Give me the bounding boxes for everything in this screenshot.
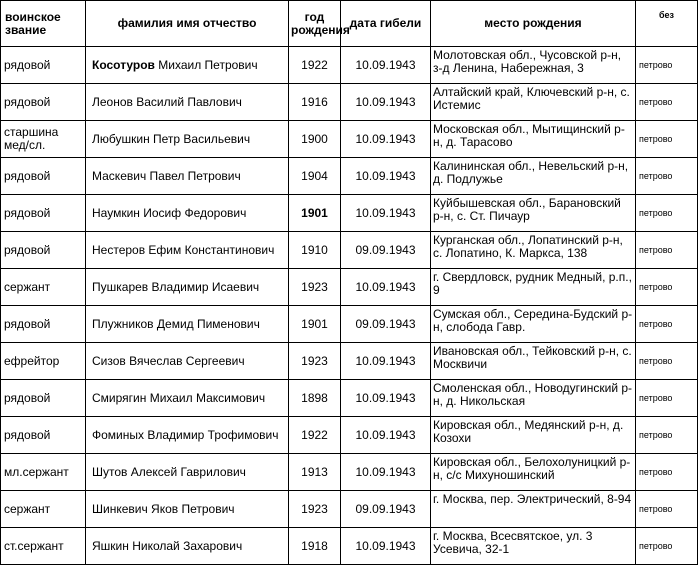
birth-year-cell: 1916 bbox=[289, 84, 341, 121]
death-date-cell: 10.09.1943 bbox=[341, 195, 431, 232]
table-row bbox=[1, 195, 698, 232]
full-name: Шутов Алексей Гаврилович bbox=[92, 464, 246, 479]
name-cell bbox=[86, 84, 289, 121]
header-birth-year: год рождения bbox=[289, 1, 341, 47]
header-name: фамилия имя отчество bbox=[86, 1, 289, 47]
table-row bbox=[1, 84, 698, 121]
extra-cell: петрово bbox=[636, 47, 698, 84]
extra-cell: петрово bbox=[636, 195, 698, 232]
extra-cell: петрово bbox=[636, 158, 698, 195]
full-name: Смирягин Михаил Максимович bbox=[92, 390, 266, 405]
extra-cell: петрово bbox=[636, 417, 698, 454]
extra-cell: петрово bbox=[636, 306, 698, 343]
rank-cell: рядовой bbox=[1, 47, 86, 84]
extra-cell: петрово bbox=[636, 528, 698, 565]
extra-cell: петрово bbox=[636, 343, 698, 380]
birthplace-cell: г. Свердловск, рудник Медный, р.п., 9 bbox=[431, 269, 636, 306]
birth-year-cell: 1898 bbox=[289, 380, 341, 417]
birthplace-cell: г. Москва, пер. Электрический, 8-94 bbox=[431, 491, 636, 528]
rank-cell: рядовой bbox=[1, 306, 86, 343]
name-cell bbox=[86, 158, 289, 195]
table-row bbox=[1, 232, 698, 269]
table-row bbox=[1, 417, 698, 454]
extra-cell: петрово bbox=[636, 84, 698, 121]
birthplace-cell: г. Москва, Всесвятское, ул. 3 Усевича, 32-1 bbox=[431, 528, 636, 565]
birth-year-cell: 1922 bbox=[289, 417, 341, 454]
death-date-cell: 10.09.1943 bbox=[341, 84, 431, 121]
extra-cell: петрово bbox=[636, 454, 698, 491]
table-row bbox=[1, 380, 698, 417]
birth-year-cell: 1900 bbox=[289, 121, 341, 158]
header-row bbox=[1, 1, 698, 47]
name-cell bbox=[86, 47, 289, 84]
rank-cell: рядовой bbox=[1, 84, 86, 121]
full-name: Любушкин Петр Васильевич bbox=[92, 131, 251, 146]
name-cell bbox=[86, 417, 289, 454]
death-date-cell: 10.09.1943 bbox=[341, 121, 431, 158]
full-name: Сизов Вячеслав Сергеевич bbox=[92, 353, 245, 368]
extra-cell: петрово bbox=[636, 232, 698, 269]
birth-year-cell: 1901 bbox=[289, 195, 341, 232]
full-name: Яшкин Николай Захарович bbox=[92, 538, 243, 553]
table-row bbox=[1, 269, 698, 306]
birthplace-cell: Кировская обл., Медянский р-н, д. Козохи bbox=[431, 417, 636, 454]
birthplace-cell: Кировская обл., Белохолуницкий р-н, с/с Михуношинский bbox=[431, 454, 636, 491]
extra-cell: петрово bbox=[636, 269, 698, 306]
death-date-cell: 10.09.1943 bbox=[341, 380, 431, 417]
table-row bbox=[1, 306, 698, 343]
death-date-cell: 10.09.1943 bbox=[341, 269, 431, 306]
table-row bbox=[1, 121, 698, 158]
extra-cell: петрово bbox=[636, 491, 698, 528]
extra-cell: петрово bbox=[636, 121, 698, 158]
birthplace-cell: Алтайский край, Ключевский р-н, с. Истемис bbox=[431, 84, 636, 121]
death-date-cell: 09.09.1943 bbox=[341, 491, 431, 528]
death-date-cell: 10.09.1943 bbox=[341, 47, 431, 84]
header-extra: без bbox=[636, 1, 698, 47]
full-name: Шинкевич Яков Петрович bbox=[92, 501, 235, 516]
header-rank: воинское звание bbox=[1, 1, 86, 47]
death-date-cell: 10.09.1943 bbox=[341, 454, 431, 491]
birthplace-cell: Ивановская обл., Тейковский р-н, с. Москвичи bbox=[431, 343, 636, 380]
header-birthplace: место рождения bbox=[431, 1, 636, 47]
table-row bbox=[1, 158, 698, 195]
table-row bbox=[1, 454, 698, 491]
full-name: Михаил Петрович bbox=[154, 57, 258, 72]
name-cell bbox=[86, 380, 289, 417]
full-name: Пушкарев Владимир Исаевич bbox=[92, 279, 260, 294]
name-cell bbox=[86, 121, 289, 158]
rank-cell: рядовой bbox=[1, 232, 86, 269]
rank-cell: рядовой bbox=[1, 158, 86, 195]
death-date-cell: 10.09.1943 bbox=[341, 417, 431, 454]
table-row bbox=[1, 343, 698, 380]
birthplace-cell: Смоленская обл., Новодугинский р-н, д. Никольская bbox=[431, 380, 636, 417]
birth-year-cell: 1901 bbox=[289, 306, 341, 343]
birth-year-cell: 1923 bbox=[289, 343, 341, 380]
birth-year-cell: 1910 bbox=[289, 232, 341, 269]
name-cell bbox=[86, 528, 289, 565]
table-row bbox=[1, 491, 698, 528]
rank-cell: рядовой bbox=[1, 195, 86, 232]
birthplace-cell: Куйбышевская обл., Барановский р-н, с. Ст. Пичаур bbox=[431, 195, 636, 232]
name-cell bbox=[86, 306, 289, 343]
full-name: Фоминых Владимир Трофимович bbox=[92, 427, 279, 442]
birth-year-cell: 1923 bbox=[289, 269, 341, 306]
rank-cell: ефрейтор bbox=[1, 343, 86, 380]
full-name: Нестеров Ефим Константинович bbox=[92, 242, 275, 257]
rank-cell: мл.сержант bbox=[1, 454, 86, 491]
full-name: Плужников Демид Пименович bbox=[92, 316, 260, 331]
name-cell bbox=[86, 195, 289, 232]
death-date-cell: 10.09.1943 bbox=[341, 528, 431, 565]
rank-cell: ст.сержант bbox=[1, 528, 86, 565]
name-cell bbox=[86, 269, 289, 306]
birthplace-cell: Сумская обл., Середина-Будский р-н, слобода Гавр. bbox=[431, 306, 636, 343]
rank-cell: сержант bbox=[1, 269, 86, 306]
table-row bbox=[1, 528, 698, 565]
death-date-cell: 10.09.1943 bbox=[341, 343, 431, 380]
name-cell bbox=[86, 343, 289, 380]
birth-year-cell: 1913 bbox=[289, 454, 341, 491]
birthplace-cell: Московская обл., Мытищинский р-н, д. Тарасово bbox=[431, 121, 636, 158]
extra-cell: петрово bbox=[636, 380, 698, 417]
name-cell bbox=[86, 232, 289, 269]
full-name: Маскевич Павел Петрович bbox=[92, 168, 241, 183]
table-row bbox=[1, 47, 698, 84]
rank-cell: старшина мед/сл. bbox=[1, 121, 86, 158]
header-death-date: дата гибели bbox=[341, 1, 431, 47]
death-date-cell: 09.09.1943 bbox=[341, 232, 431, 269]
name-cell bbox=[86, 491, 289, 528]
death-date-cell: 10.09.1943 bbox=[341, 158, 431, 195]
birthplace-cell: Калининская обл., Невельский р-н, д. Подлужье bbox=[431, 158, 636, 195]
birth-year-cell: 1918 bbox=[289, 528, 341, 565]
surname-bold: Косотуров bbox=[92, 57, 155, 72]
birth-year-cell: 1904 bbox=[289, 158, 341, 195]
birthplace-cell: Курганская обл., Лопатинский р-н, с. Лопатино, К. Маркса, 138 bbox=[431, 232, 636, 269]
birth-year-cell: 1922 bbox=[289, 47, 341, 84]
full-name: Леонов Василий Павлович bbox=[92, 94, 242, 109]
death-date-cell: 09.09.1943 bbox=[341, 306, 431, 343]
rank-cell: рядовой bbox=[1, 417, 86, 454]
birth-year-cell: 1923 bbox=[289, 491, 341, 528]
rank-cell: сержант bbox=[1, 491, 86, 528]
full-name: Наумкин Иосиф Федорович bbox=[92, 205, 247, 220]
rank-cell: рядовой bbox=[1, 380, 86, 417]
birthplace-cell: Молотовская обл., Чусовской р-н, з-д Ленина, Набережная, 3 bbox=[431, 47, 636, 84]
name-cell bbox=[86, 454, 289, 491]
